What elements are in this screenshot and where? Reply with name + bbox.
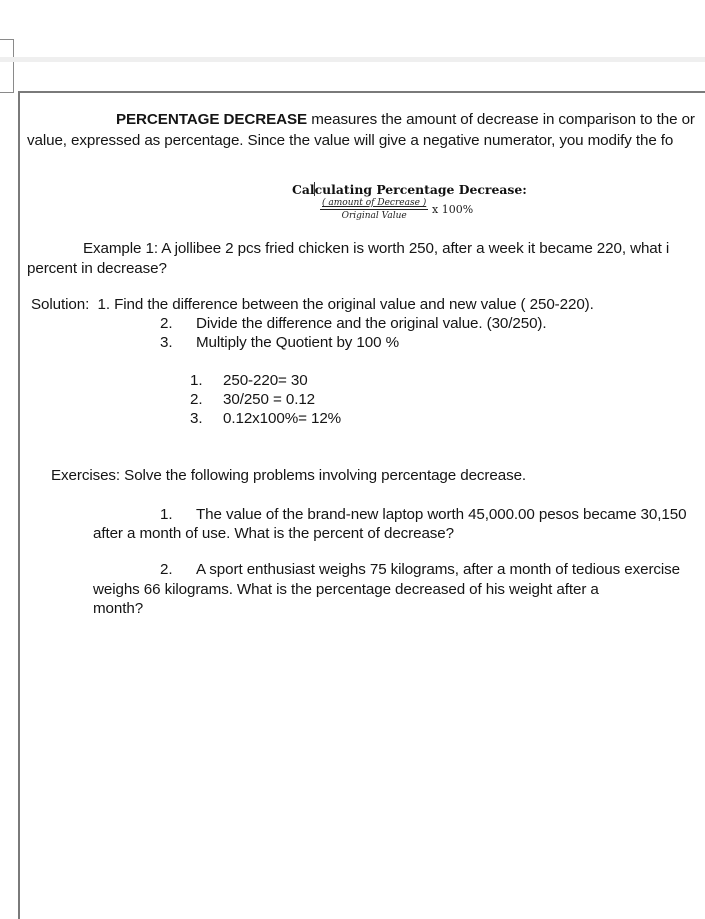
computation-1: 1. 250-220= 30 (190, 372, 308, 389)
solution-step-3: 3. Multiply the Quotient by 100 % (160, 334, 399, 351)
exercise-2-line-2: weighs 66 kilograms. What is the percentage decreased of his weight after a (93, 581, 599, 598)
exercise-2-line-1: 2. A sport enthusiast weighs 75 kilograms, after a month of tedious exercise (160, 561, 681, 578)
solution-label: Solution: (31, 296, 90, 313)
example-line-1: Example 1: A jollibee 2 pcs fried chicken is worth 250, after a week it became 220, what i (83, 240, 670, 257)
formula-fraction (320, 198, 428, 221)
exercise-1-line-2: after a month of use. What is the percent of decrease? (93, 525, 454, 542)
exercise-1-line-1: 1. The value of the brand-new laptop worth 45,000.00 pesos became 30,150 (160, 506, 687, 523)
exercises-heading: Exercises: Solve the following problems involving percentage decrease. (51, 467, 527, 484)
intro-line-1-rest: measures the amount of decrease in comparison to the or (307, 111, 695, 128)
computation-2: 2. 30/250 = 0.12 (190, 391, 316, 408)
example-line-2: percent in decrease? (27, 260, 167, 277)
solution-step-1: Solution: 1. Find the difference between the original value and new value ( 250-220). (31, 296, 594, 313)
computation-3: 3. 0.12x100%= 12% (190, 410, 342, 427)
exercise-2-line-3: month? (93, 600, 144, 617)
formula-denominator: Original Value (341, 211, 407, 221)
page-separator (0, 57, 705, 62)
intro-term: PERCENTAGE DECREASE (116, 111, 308, 128)
formula-numerator: ( amount of Decrease ) (322, 198, 427, 208)
solution-step-2: 2. Divide the difference and the original value. (30/250). (160, 315, 547, 332)
previous-page-edge (0, 39, 14, 93)
intro-line-1 (116, 110, 695, 129)
document-page[interactable] (18, 91, 705, 919)
formula-title: Calculating Percentage Decrease: (292, 182, 527, 197)
intro-line-2: value, expressed as percentage. Since the value will give a negative numerator, you modify the fo (27, 132, 674, 149)
formula-multiplier: x 100% (432, 203, 474, 216)
